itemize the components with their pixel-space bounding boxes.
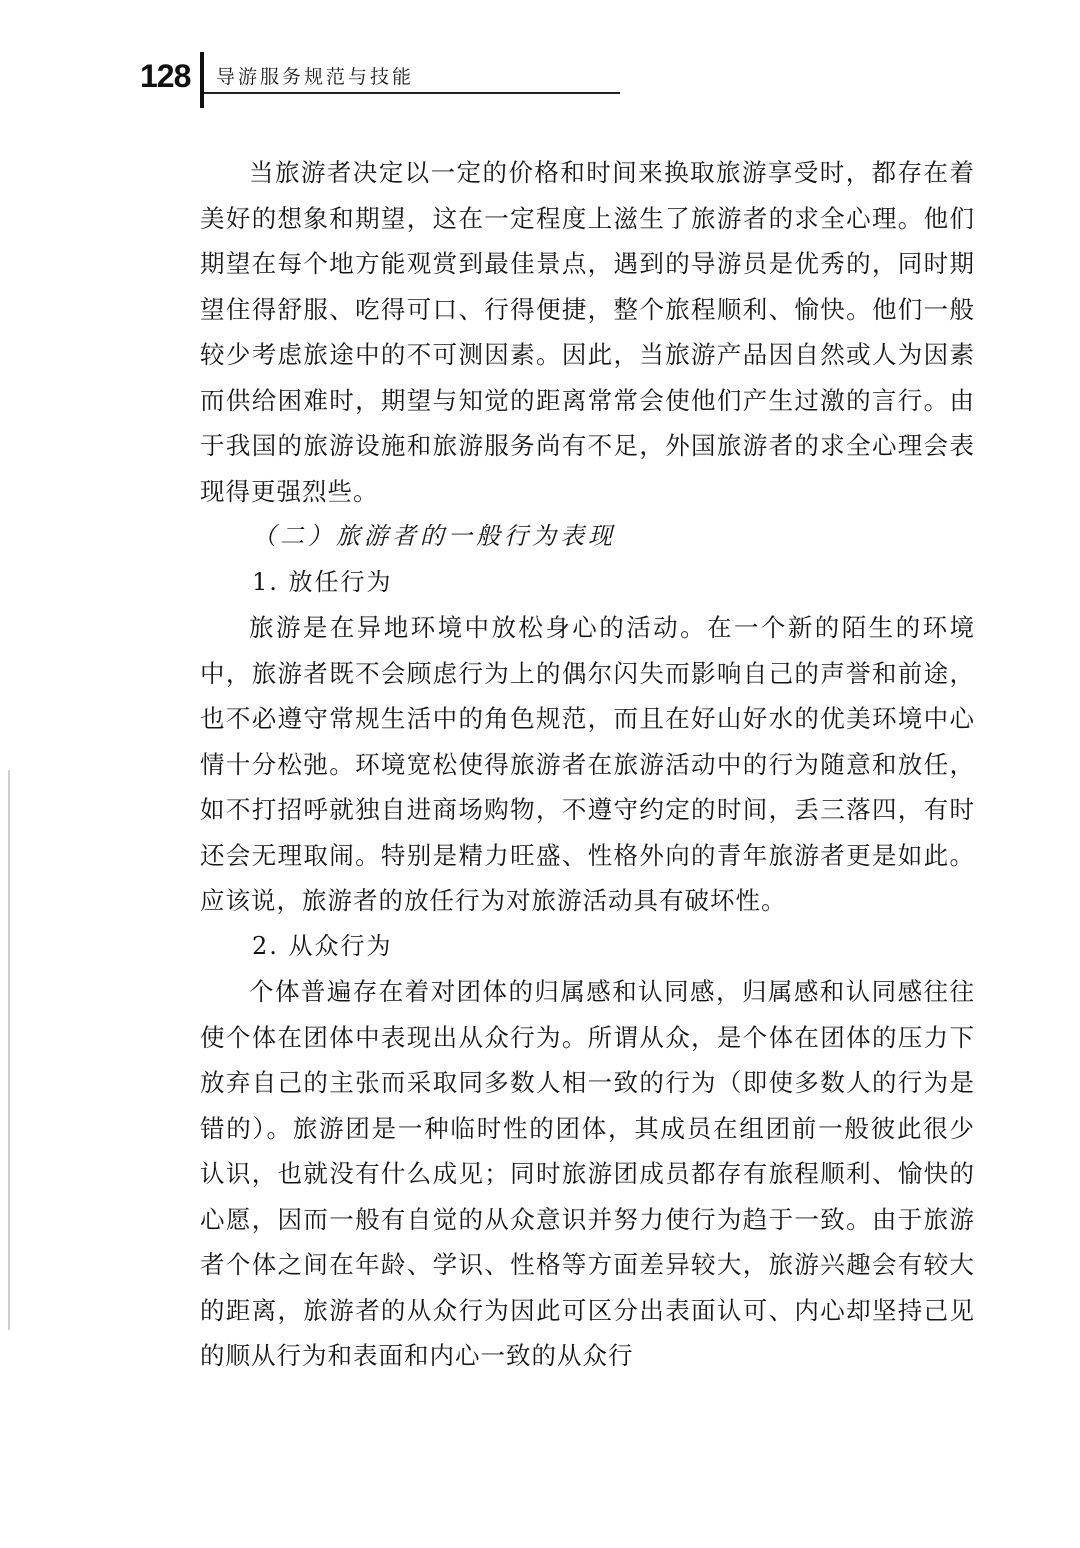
section-heading: （二）旅游者的一般行为表现	[252, 522, 616, 550]
running-header	[140, 52, 620, 112]
scan-edge-shadow	[8, 770, 10, 1330]
paragraph-unrestrained-behavior: 旅游是在异地环境中放松身心的活动。在一个新的陌生的环境中，旅游者既不会顾虑行为上的偶尔闪失而影响自己的声誉和前途，也不必遵守常规生活中的角色规范，而且在好山好水的优美环境中心情十分松弛。环境宽松使得旅游者在旅游活动中的行为随意和放任，如不打招呼就独自进商场购物，不遵守约定的时间，丢三落四，有时还会无理取闹。特别是精力旺盛、性格外向的青年旅游者更是如此。应该说，旅游者的放任行为对旅游活动具有破坏性。	[200, 613, 975, 915]
body-text	[200, 150, 975, 1379]
header-vertical-rule	[200, 52, 204, 108]
header-horizontal-rule	[204, 92, 620, 94]
page-number: 128	[140, 58, 191, 94]
subsection-heading-conformity-behavior: 2. 从众行为	[252, 931, 393, 960]
paragraph-completeness-mentality: 当旅游者决定以一定的价格和时间来换取旅游享受时，都存在着美好的想象和期望，这在一定程度上滋生了旅游者的求全心理。他们期望在每个地方能观赏到最佳景点，遇到的导游员是优秀的，同时期望住得舒服、吃得可口、行得便捷，整个旅程顺利、愉快。他们一般较少考虑旅途中的不可测因素。因此，当旅游产品因自然或人为因素而供给困难时，期望与知觉的距离常常会使他们产生过激的言行。由于我国的旅游设施和旅游服务尚有不足，外国旅游者的求全心理会表现得更强烈些。	[200, 158, 975, 506]
paragraph-conformity-behavior: 个体普遍存在着对团体的归属感和认同感，归属感和认同感往往使个体在团体中表现出从众行为。所谓从众，是个体在团体的压力下放弃自己的主张而采取同多数人相一致的行为（即使多数人的行为是错的）。旅游团是一种临时性的团体，其成员在组团前一般彼此很少认识，也就没有什么成见；同时旅游团成员都存有旅程顺利、愉快的心愿，因而一般有自觉的从众意识并努力使行为趋于一致。由于旅游者个体之间在年龄、学识、性格等方面差异较大，旅游兴趣会有较大的距离，旅游者的从众行为因此可区分出表面认可、内心却坚持己见的顺从行为和表面和内心一致的从众行	[200, 977, 975, 1370]
subsection-heading-unrestrained-behavior: 1. 放任行为	[252, 567, 393, 596]
running-title: 导游服务规范与技能	[216, 66, 415, 88]
